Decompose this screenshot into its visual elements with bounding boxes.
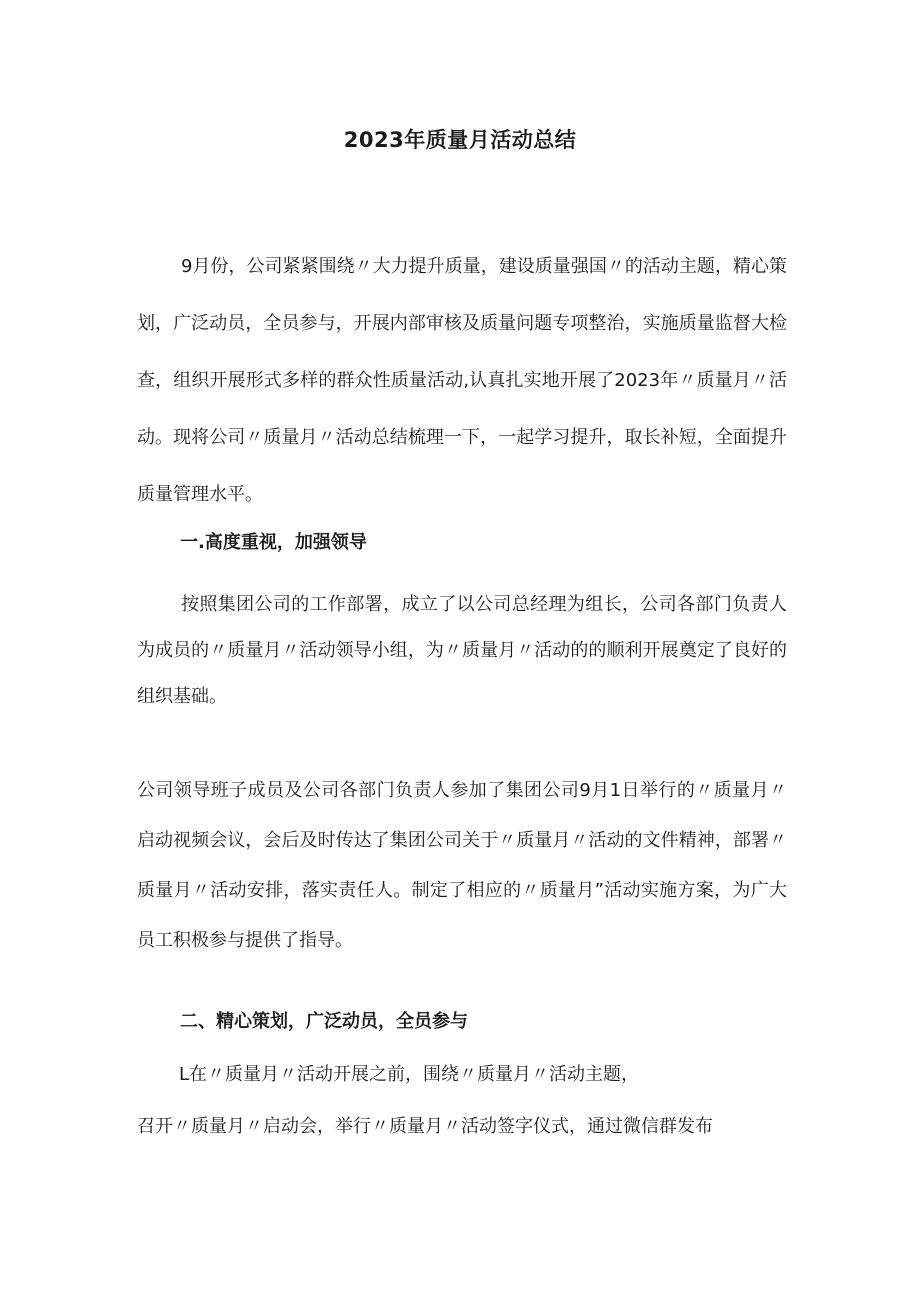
section-2-item-1-continued: 召开〃质量月〃启动会，举行〃质量月〃活动签字仪式，通过微信群发布 (137, 1116, 713, 1137)
section-1-paragraph-1: 按照集团公司的工作部署，成立了以公司总经理为组长，公司各部门负责人为成员的〃质量月〃活动领导小组，为〃质量月〃活动的的顺利开展奠定了良好的组织基础。 (137, 594, 787, 707)
section-2-item-1: L在〃质量月〃活动开展之前，围绕〃质量月〃活动主题， (179, 1064, 640, 1085)
intro-paragraph: 9月份，公司紧紧围绕〃大力提升质量，建设质量强国〃的活动主题，精心策划，广泛动员，全员参与，开展内部审核及质量问题专项整治，实施质量监督大检查，组织开展形式多样的群众性质量活动,认真扎实地开展了2023年〃质量月〃活动。现将公司〃质量月〃活动总结梳理一下，一起学习提升，取长补短，全面提升质量管理水平。 (137, 256, 787, 505)
section-1-heading: 一.高度重视，加强领导 (180, 532, 367, 553)
document-title: 2023年质量月活动总结 (343, 128, 577, 153)
section-1-paragraph-2: 公司领导班子成员及公司各部门负责人参加了集团公司9月1日举行的〃质量月〃启动视频会议，会后及时传达了集团公司关于〃质量月〃活动的文件精神，部署〃质量月〃活动安排，落实责任人。制定了相应的〃质量月”活动实施方案，为广大员工积极参与提供了指导。 (137, 780, 787, 951)
section-2-heading: 二、精心策划，广泛动员，全员参与 (180, 1011, 468, 1032)
